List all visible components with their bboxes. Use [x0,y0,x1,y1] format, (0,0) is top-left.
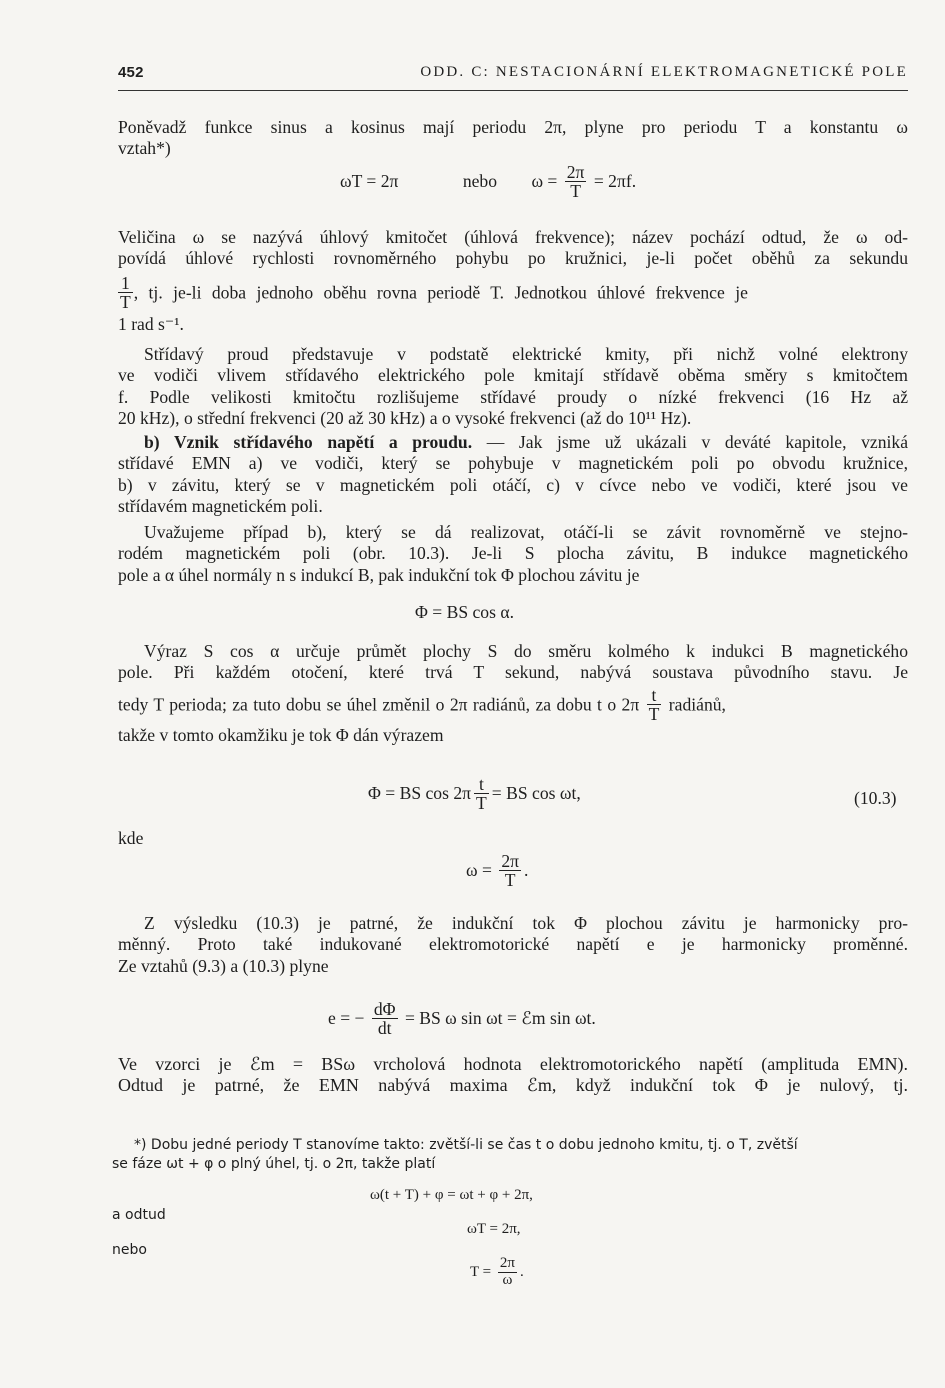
eq3-den: T [476,793,487,814]
p4-heading: b) Vznik střídavého napětí a proudu. [144,432,473,452]
eqc-tail: . [519,1263,524,1280]
p2-line-2: povídá úhlové rychlosti rovnoměrného pohybu po kružnici, je-li počet oběhů za sekundu [118,248,908,269]
p5-line-2: rodém magnetickém poli (obr. 10.3). Je-li S plocha závitu, B indukce magnetického [118,543,908,564]
eq3-left: Φ = BS cos 2π [368,783,472,804]
page-header [118,64,908,86]
p6-line-3b: radiánů, [668,694,726,715]
running-title: ODD. C: NESTACIONÁRNÍ ELEKTROMAGNETICKÉ POLE [420,64,908,80]
eq1-left: ωT = 2π [340,171,399,192]
p2-line-3-text: , tj. je-li doba jednoho oběhu rovna periodě T. Jednotkou úhlové frekvence je [133,282,748,303]
eq5-right: = BS ω sin ωt = ℰm sin ωt. [404,1008,596,1029]
eqc-fraction [498,1256,517,1289]
eq4-tail: . [524,860,529,881]
p2-line-4: 1 rad s⁻¹. [118,313,184,334]
footnote-a-odtud: a odtud [112,1207,166,1223]
p4-line-1-text: — Jak jsme už ukázali v deváté kapitole, vzniká [472,432,909,452]
eq1-num: 2π [566,162,585,182]
p6-frac-den: T [648,704,660,725]
p7-line-3: Ze vztahů (9.3) a (10.3) plyne [118,955,329,976]
p3-line-1: Střídavý proud představuje v podstatě elektrické kmity, při nichž volné elektrony [144,344,908,364]
p5-line-1: Uvažujeme případ b), který se dá realizovat, otáčí-li se závit rovnoměrně ve stejno- [144,522,908,542]
p5-line-3: pole a α úhel normály n s indukcí B, pak indukční tok Φ plochou závitu je [118,564,640,585]
eq5-num: dΦ [373,999,396,1019]
equation-omega-def [466,852,528,890]
p2-frac-num: 1 [118,274,133,293]
p6-line-2: pole. Při každém otočení, které trvá T sekund, nabývá soustava původního stavu. Je [118,662,908,683]
p7-line-1: Z výsledku (10.3) je patrné, že indukční tok Φ plochou závitu je harmonicky pro- [144,913,908,933]
equation-omega-period [340,163,636,201]
p3-line-2: ve vodiči vlivem střídavého elektrického pole kmitají střídavě oběma směry s kmitočtem [118,365,908,386]
p7-line-2: měnný. Proto také indukované elektromotorické napětí e je harmonicky proměnné. [118,934,908,955]
p8-line-1: Ve vzorci je ℰm = BSω vrcholová hodnota elektromotorického napětí (amplituda EMN). [118,1054,908,1074]
paragraph-2 [118,227,908,335]
kde-label: kde [118,828,144,848]
eq1-tail: = 2πf. [593,171,637,192]
p3-line-3: f. Podle velikosti kmitočtu rozlišujeme střídavé proudy o nízké frekvenci (16 Hz až [118,386,908,407]
equation-emf [328,1000,596,1038]
eq1-fraction [565,163,587,201]
paragraph-3 [118,344,908,430]
equation-flux: Φ = BS cos α. [415,602,514,622]
equation-10-3 [368,775,581,813]
p1-line-1: Poněvadž funkce sinus a kosinus mají periodu 2π, plyne pro periodu T a konstantu ω [118,117,908,137]
p2-line-1: Veličina ω se nazývá úhlový kmitočet (úhlová frekvence); název pochází odtud, že ω od- [118,227,908,247]
paragraph-6 [118,641,908,746]
eqc-left: T = [470,1263,492,1280]
p4-line-3: b) v závitu, který se v magnetickém poli otáčí, c) v cívce nebo ve vodiči, které jsou ve [118,474,908,495]
eq1-nebo: nebo [462,171,498,192]
page-number: 452 [118,64,144,81]
p1-line-2: vztah*) [118,138,171,159]
eq4-den: T [504,870,516,891]
footnote-line-1: *) Dobu jedné periody T stanovíme takto: zvětší-li se čas t o dobu jednoho kmitu, tj. o T, zvětší [134,1137,798,1153]
eq3-right: = BS cos ωt, [491,783,581,804]
eq4-num: 2π [501,851,519,871]
p2-frac-den: T [120,292,131,313]
paragraph-1 [118,117,908,160]
p3-line-4: 20 kHz), o střední frekvenci (20 až 30 kHz) a o vysoké frekvenci (až do 10¹¹ Hz). [118,408,692,429]
eq3-num: t [474,775,489,794]
eqc-den: ω [502,1271,513,1288]
eq4-left: ω = [466,860,492,881]
p4-line-4: střídavém magnetickém poli. [118,496,323,517]
paragraph-7 [118,913,908,977]
footnote-eq-b: ωT = 2π, [467,1221,521,1237]
paragraph-4 [118,432,908,518]
p6-line-4: takže v tomto okamžiku je tok Φ dán výrazem [118,724,444,745]
p2-line-3 [118,274,908,312]
eq5-den: dt [377,1018,392,1039]
footnote-eq-c [470,1256,524,1289]
eq3-fraction [474,775,489,813]
footnote [112,1136,908,1174]
eqc-num: 2π [499,1255,515,1271]
eq1-omega: ω = [531,171,558,192]
p8-line-2: Odtud je patrné, že EMN nabývá maxima ℰm, když indukční tok Φ je nulový, tj. [118,1075,908,1096]
paragraph-5 [118,522,908,586]
p6-frac-num: t [647,686,662,705]
p6-line-3 [118,686,908,724]
paragraph-8 [118,1054,908,1097]
p4-line-2: střídavé EMN a) ve vodiči, který se pohybuje v magnetickém poli po obvodu kružnice, [118,453,908,474]
p4-line-1 [118,432,908,453]
p6-fraction [647,686,662,724]
p6-line-3a: tedy T perioda; za tuto dobu se úhel změnil o 2π radiánů, za dobu t o 2π [118,694,640,715]
equation-number-10-3: (10.3) [854,788,897,808]
footnote-nebo: nebo [112,1242,147,1258]
footnote-line-2: se fáze ωt + φ o plný úhel, tj. o 2π, takže platí [112,1156,436,1172]
eq5-left: e = − [328,1008,365,1029]
p6-line-1: Výraz S cos α určuje průmět plochy S do směru kolmého k indukci B magnetického [144,641,908,661]
eq1-den: T [570,181,581,202]
eq4-fraction [499,852,521,890]
eq5-fraction [372,1000,398,1038]
header-rule [118,90,908,91]
p2-fraction [118,274,133,312]
footnote-eq-a: ω(t + T) + φ = ωt + φ + 2π, [370,1187,533,1203]
